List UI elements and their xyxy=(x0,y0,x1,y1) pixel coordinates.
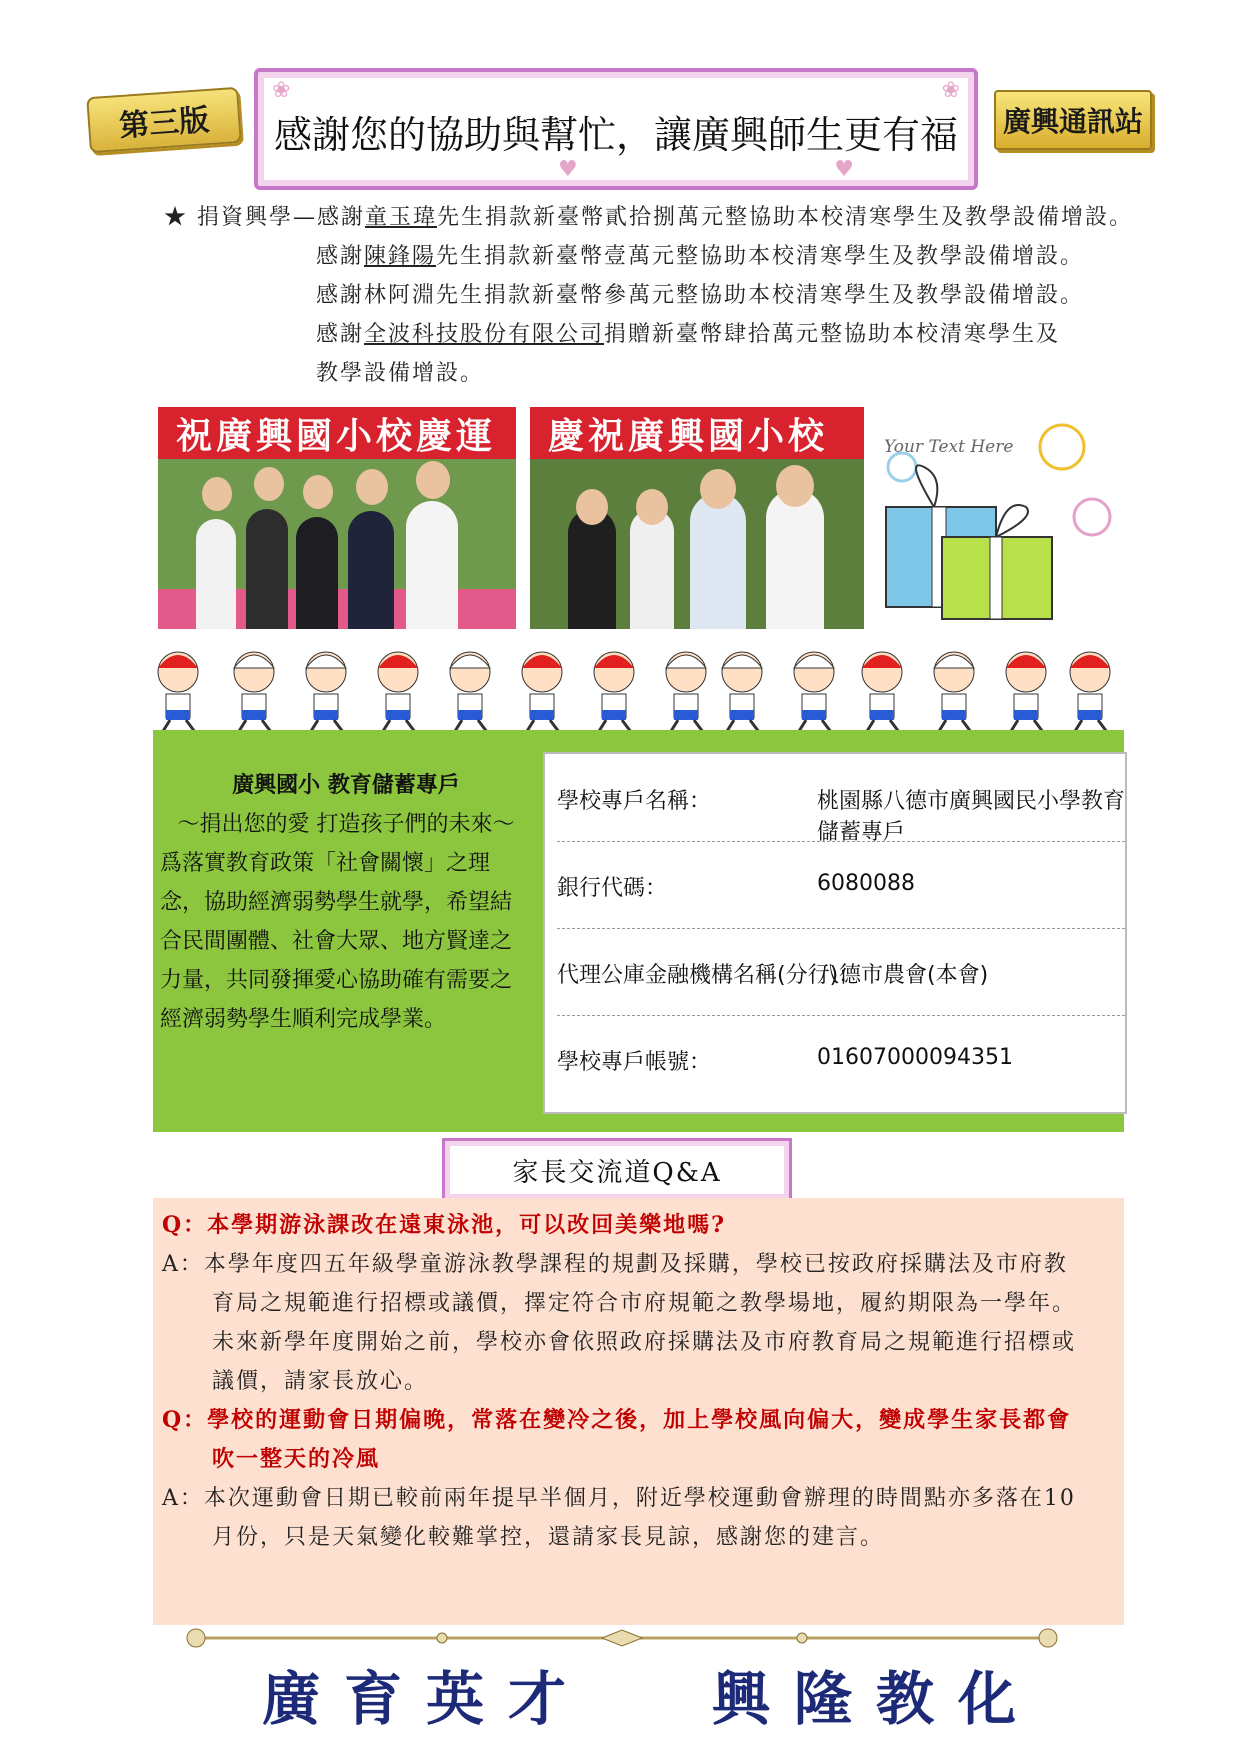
account-row xyxy=(557,754,1126,845)
runner-icon xyxy=(584,648,646,740)
answer-line: 未來新學年度開始之前，學校亦會依照政府採購法及市府教育局之規範進行招標或 xyxy=(212,1330,1077,1355)
question-line: 吹一整天的冷風 xyxy=(212,1446,381,1472)
ceremony-photo-2 xyxy=(530,407,864,629)
account-value: 八德市農會(本會) xyxy=(817,963,989,988)
runner-icon xyxy=(784,648,846,740)
savings-body xyxy=(160,844,540,1039)
savings-body-line: 經濟弱勢學生順利完成學業。 xyxy=(160,1007,447,1032)
donation-text: 教學設備增設。 xyxy=(316,361,485,386)
banner-text: 祝廣興國小校慶運 xyxy=(176,415,497,457)
divider-ornament xyxy=(182,1628,1062,1648)
donation-text: 捐贈新臺幣肆拾萬元整協助本校清寒學生及 xyxy=(604,322,1061,347)
runner-icon xyxy=(368,648,430,740)
person xyxy=(568,509,616,629)
title-frame xyxy=(254,68,978,190)
answer-line: 育局之規範進行招標或議價，擇定符合市府規範之教學場地，履約期限為一學年。 xyxy=(212,1291,1077,1316)
footer-divider xyxy=(182,1628,1062,1648)
account-value: 01607000094351 xyxy=(817,1045,1013,1070)
account-row xyxy=(557,1015,1125,1102)
account-value: 6080088 xyxy=(817,871,915,896)
donation-prefix: 感謝 xyxy=(316,322,365,347)
account-label: 學校專戶名稱： xyxy=(557,789,712,814)
account-label: 銀行代碼： xyxy=(557,876,668,901)
photo-banner xyxy=(530,407,864,459)
head xyxy=(776,465,814,507)
runner-icon xyxy=(512,648,574,740)
donor-name: 全波科技股份有限公司 xyxy=(364,322,605,347)
photo-banner xyxy=(158,407,516,459)
qa-title xyxy=(442,1138,792,1202)
donation-line-1 xyxy=(164,198,1174,237)
head xyxy=(700,469,736,509)
donation-lead: 捐資興學—感謝 xyxy=(197,205,366,230)
savings-body-line: 爲落實教育政策「社會關懷」之理 xyxy=(160,851,491,876)
account-info-table xyxy=(543,752,1127,1114)
runner-icon xyxy=(224,648,286,740)
runner-icon xyxy=(996,648,1058,740)
runner-icon xyxy=(148,648,210,740)
account-label: 學校專戶帳號： xyxy=(557,1050,712,1075)
newsletter-label: 廣興通訊站 xyxy=(1002,105,1143,138)
account-value: 桃園縣八德市廣興國民小學教育儲蓄專戶 xyxy=(817,789,1126,845)
savings-title: 廣興國小 教育儲蓄專戶 xyxy=(232,773,460,798)
savings-body-line: 念，協助經濟弱勢學生就學，希望結 xyxy=(160,890,513,915)
savings-body-line: 合民間團體、社會大眾、地方賢達之 xyxy=(160,929,513,954)
person xyxy=(406,501,458,629)
answer-line: A：本學年度四五年級學童游泳教學課程的規劃及採購，學校已按政府採購法及市府教 xyxy=(162,1252,1068,1277)
account-label: 代理公庫金融機構名稱(分行)： xyxy=(557,963,861,988)
donation-line-2 xyxy=(316,237,1176,276)
head xyxy=(636,489,668,525)
savings-body-line: 力量，共同發揮愛心協助確有需要之 xyxy=(160,968,513,993)
runner-icon xyxy=(656,648,718,740)
person xyxy=(348,511,394,629)
person xyxy=(630,509,674,629)
gift-text: Your Text Here xyxy=(884,437,1014,457)
answer-line: A：本次運動會日期已較前兩年提早半個月，附近學校運動會辦理的時間點亦多落在10 xyxy=(162,1486,1076,1511)
person xyxy=(690,493,746,629)
person xyxy=(766,489,824,629)
head xyxy=(303,475,333,509)
head xyxy=(576,489,608,525)
edition-label: 第三版 xyxy=(118,102,211,145)
donation-text: 感謝林阿淵先生捐款新臺幣參萬元整協助本校清寒學生及教學設備增設。 xyxy=(316,283,1085,308)
savings-slogan: ～捐出您的愛 打造孩子們的未來～ xyxy=(177,812,515,837)
head xyxy=(254,467,284,501)
runner-icon xyxy=(440,648,502,740)
donor-name: 陳鋒陽 xyxy=(364,244,437,269)
account-row xyxy=(557,928,1125,1016)
runner-icon xyxy=(296,648,358,740)
newsletter-tag xyxy=(994,90,1152,150)
edition-tag xyxy=(86,87,242,153)
person xyxy=(196,519,236,629)
motto-right: 興隆教化 xyxy=(712,1665,1041,1733)
swirl-decor: ❀ xyxy=(941,78,960,103)
head xyxy=(416,461,450,499)
runner-icon xyxy=(1060,648,1122,740)
account-row xyxy=(557,841,1125,929)
qa-list xyxy=(162,1206,1122,1557)
question: Q：學校的運動會日期偏晚，常落在變冷之後，加上學校風向偏大，變成學生家長都會 xyxy=(162,1407,1072,1433)
answer-line: 月份，只是天氣變化較難掌控，還請家長見諒，感謝您的建言。 xyxy=(212,1525,885,1550)
runner-icon xyxy=(712,648,774,740)
gift-illustration xyxy=(872,407,1122,629)
ceremony-photo-1 xyxy=(158,407,516,629)
motto-left: 廣育英才 xyxy=(262,1665,591,1733)
head xyxy=(356,469,388,505)
donation-line-3 xyxy=(316,276,1176,315)
head xyxy=(202,477,232,511)
qa-title-text: 家長交流道Q&A xyxy=(512,1157,722,1188)
page-title: 感謝您的協助與幫忙，讓廣興師生更有福 xyxy=(273,113,958,157)
donation-line-5 xyxy=(316,354,1176,393)
swirl-decor: ❀ xyxy=(272,78,291,103)
heart-decor: ♥ xyxy=(834,157,854,182)
donation-line-4 xyxy=(316,315,1176,354)
donor-name: 童玉瑋 xyxy=(365,205,438,230)
heart-decor: ♥ xyxy=(558,157,578,182)
answer-line: 議價，請家長放心。 xyxy=(212,1369,429,1394)
question: Q：本學期游泳課改在遠東泳池，可以改回美樂地嗎? xyxy=(162,1212,727,1238)
person xyxy=(296,517,338,629)
person xyxy=(246,509,288,629)
runner-icon xyxy=(924,648,986,740)
donation-text: 先生捐款新臺幣貳拾捌萬元整協助本校清寒學生及教學設備增設。 xyxy=(437,205,1134,230)
banner-text: 慶祝廣興國小校 xyxy=(548,415,829,457)
donation-text: 先生捐款新臺幣壹萬元整協助本校清寒學生及教學設備增設。 xyxy=(436,244,1085,269)
star-icon: ★ xyxy=(164,205,189,230)
runner-icon xyxy=(852,648,914,740)
donation-prefix: 感謝 xyxy=(316,244,365,269)
